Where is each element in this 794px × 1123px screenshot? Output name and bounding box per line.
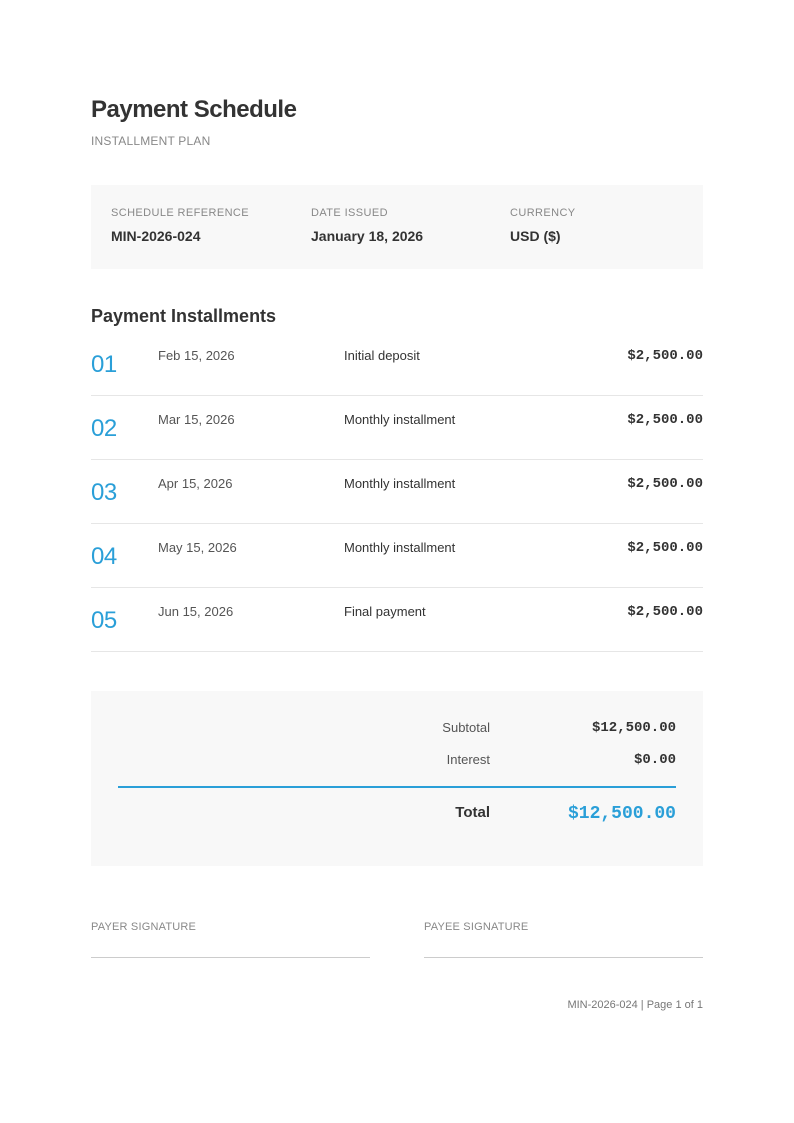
payer-signature-label: PAYER SIGNATURE: [91, 921, 197, 933]
installment-number: 03: [91, 479, 117, 506]
installment-description: Initial deposit: [344, 348, 420, 363]
page-footer: MIN-2026-024 | Page 1 of 1: [567, 999, 703, 1011]
installment-row: [91, 396, 703, 460]
total-label: Total: [455, 804, 490, 821]
installment-amount: $2,500.00: [627, 412, 703, 428]
installment-row: [91, 524, 703, 588]
info-value: MIN-2026-024: [111, 228, 201, 244]
subtotal-label: Subtotal: [442, 720, 490, 735]
interest-value: $0.00: [633, 752, 676, 768]
page-subtitle: INSTALLMENT PLAN: [91, 134, 211, 148]
installment-amount: $2,500.00: [627, 348, 703, 364]
installment-amount: $2,500.00: [627, 476, 703, 492]
installment-description: Monthly installment: [344, 412, 456, 427]
installment-date: Feb 15, 2026: [158, 348, 235, 363]
total-value: $12,500.00: [567, 804, 676, 824]
subtotal-value: $12,500.00: [591, 720, 676, 736]
installment-date: Jun 15, 2026: [158, 604, 234, 619]
info-value: January 18, 2026: [311, 228, 424, 244]
totals-panel: [91, 691, 703, 866]
installments-list: [91, 332, 703, 652]
totals-divider: [118, 786, 676, 788]
page-title: Payment Schedule: [91, 96, 297, 123]
payee-signature-label: PAYEE SIGNATURE: [424, 921, 529, 933]
installment-date: Apr 15, 2026: [158, 476, 233, 491]
installment-description: Monthly installment: [344, 540, 456, 555]
installment-number: 04: [91, 543, 117, 570]
installment-row: [91, 332, 703, 396]
schedule-info-panel: [91, 185, 703, 269]
installment-date: Mar 15, 2026: [158, 412, 235, 427]
payee-signature-line[interactable]: [424, 921, 703, 958]
info-currency: [510, 207, 576, 244]
installment-description: Final payment: [344, 604, 426, 619]
installment-amount: $2,500.00: [627, 540, 703, 556]
info-label: SCHEDULE REFERENCE: [111, 207, 250, 219]
installment-date: May 15, 2026: [158, 540, 237, 555]
info-value: USD ($): [510, 228, 561, 244]
installment-number: 05: [91, 607, 117, 634]
installment-row: [91, 588, 703, 652]
interest-label: Interest: [446, 752, 490, 767]
info-label: DATE ISSUED: [311, 207, 388, 219]
installment-amount: $2,500.00: [627, 604, 703, 620]
installment-row: [91, 460, 703, 524]
installment-description: Monthly installment: [344, 476, 456, 491]
installments-section-title: Payment Installments: [91, 306, 277, 326]
info-date-issued: [311, 207, 423, 244]
installment-number: 02: [91, 415, 117, 442]
installment-number: 01: [91, 351, 117, 378]
info-schedule-reference: [111, 207, 249, 244]
payer-signature-line[interactable]: [91, 921, 370, 958]
info-label: CURRENCY: [510, 207, 576, 219]
